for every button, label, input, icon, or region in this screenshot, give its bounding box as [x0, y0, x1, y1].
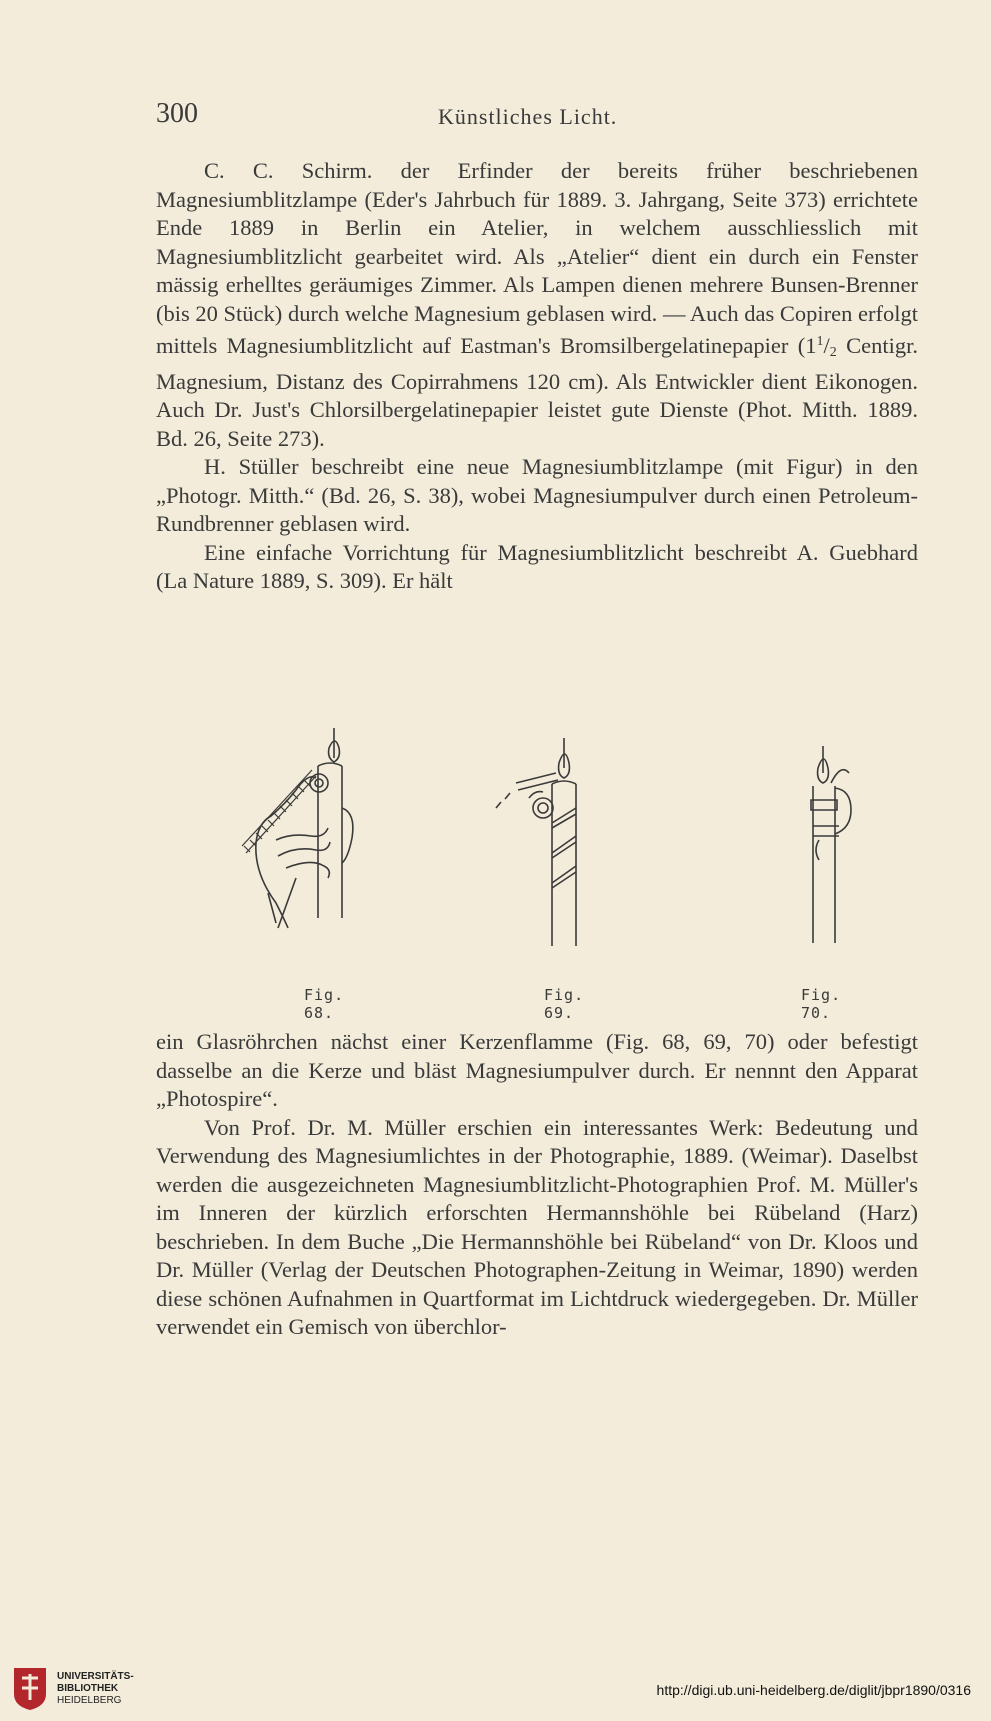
paragraph-schirm: C. C. Schirm. der Erfinder der bereits früher beschriebenen Magnesiumblitzlampe (Eder's Jahrbuch für 1889. 3. Jahrgang, Seite 373) errichtete Ende 1889 in Berlin ein Atelier, in welchem ausschliesslich mit Magnesiumblitzlicht gearbeitet wird. Als „Atelier“ dient ein durch ein Fenster mässig erhelltes geräumiges Zimmer. Als Lampen dienen mehrere Bunsen-Brenner (bis 20 Stück) durch welche Magnesium geblasen wird. — Auch das Copiren erfolgt mittels Magnesiumblitzlicht auf Eastman's Bromsilbergelatinepapier ($1^1/_2$ Centigr. Magnesium, Distanz des Copirrahmens 120 cm). Als Entwickler dient Eikonogen. Auch Dr. Just's Chlorsilbergelatinepapier leistet gute Dienste (Phot. Mitth. 1889. Bd. 26, Seite 273). [156, 158, 919, 451]
paragraph-stueller: H. Stüller beschreibt eine neue Magnesiumblitzlampe (mit Figur) in den „Photogr. Mitth.“ (Bd. 26, S. 38), wobei Magnesiumpulver durch einen Petroleum-Rundbrenner geblasen wird. [156, 454, 918, 536]
page-header [156, 98, 916, 138]
source-url-link[interactable]: http://digi.ub.uni-heidelberg.de/diglit/jbpr1890/0316 [656, 1682, 971, 1698]
paragraph-guebhard: Eine einfache Vorrichtung für Magnesiumblitzlicht beschreibt A. Guebhard (La Nature 1889, S. 309). Er hält [156, 539, 918, 593]
figure-69 [486, 728, 606, 1022]
library-logo [10, 1666, 50, 1717]
paragraph-photospire: ein Glasröhrchen nächst einer Kerzenflamme (Fig. 68, 69, 70) oder befestigt dasselbe an die Kerze und bläst Magnesiumpulver durch. Er nennnt den Apparat „Photospire“. [156, 1029, 918, 1111]
library-name: UNIVERSITÄTS- BIBLIOTHEK HEIDELBERG [57, 1671, 134, 1706]
figure-69-caption: Fig. 69. [544, 986, 585, 1022]
text-block-bottom [156, 1028, 918, 1342]
page-number: 300 [156, 98, 198, 129]
figure-68-caption: Fig. 68. [304, 986, 345, 1022]
page-footer [0, 1660, 991, 1721]
candle-with-clamp-icon [771, 728, 881, 963]
text-block-top [156, 157, 918, 596]
candle-with-tube-icon [486, 728, 606, 963]
paragraph-mueller: Von Prof. Dr. M. Müller erschien ein interessantes Werk: Bedeutung und Verwendung des Magnesiumlichtes in der Photographie, 1889. (Weimar). Daselbst werden die ausgezeichneten Magnesiumblitzlicht-Photographien Prof. M. Müller's im Inneren der kürzlich erforschten Hermannshöhle bei Rübeland (Harz) beschrieben. In dem Buche „Die Hermannshöhle bei Rübeland“ von Dr. Kloos und Dr. Müller (Verlag der Deutschen Photographen-Zeitung in Weimar, 1890) werden diese schönen Aufnahmen in Quartformat im Lichtdruck wiedergegeben. Dr. Müller verwendet ein Gemisch von überchlor- [156, 1114, 918, 1339]
figure-68 [216, 728, 376, 1022]
figure-70-caption: Fig. 70. [801, 986, 842, 1022]
heidelberg-seal-icon [10, 1666, 50, 1712]
hand-holding-tube-and-candle-icon [216, 728, 376, 963]
figure-70 [771, 728, 881, 1022]
figure-group [156, 728, 918, 1022]
running-title: Künstliches Licht. [438, 104, 618, 129]
